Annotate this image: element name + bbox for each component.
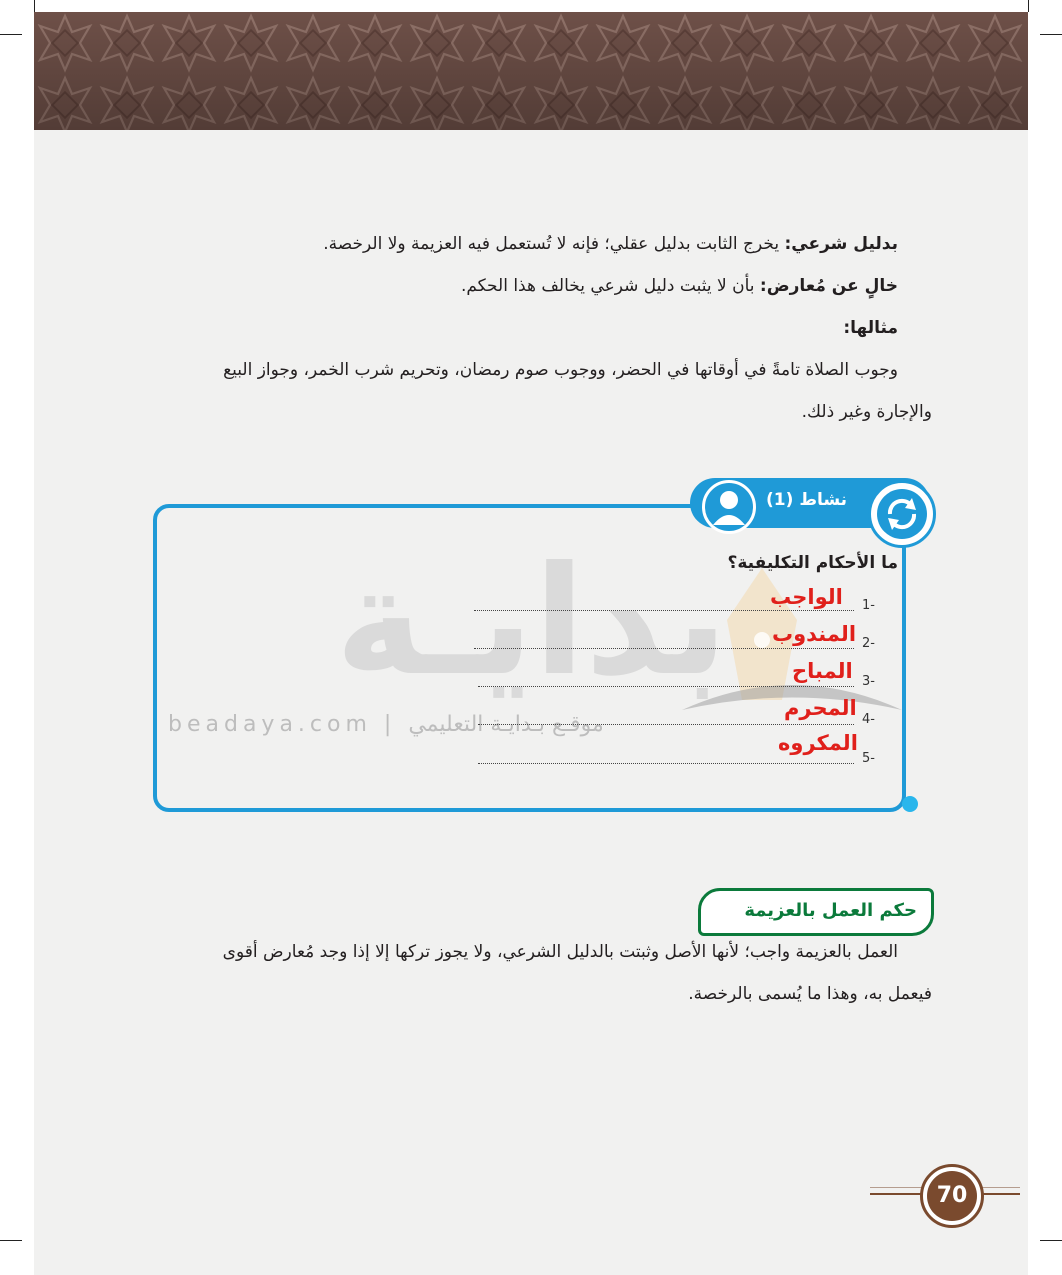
answer-line[interactable]: [478, 763, 854, 764]
answer-line[interactable]: [478, 686, 854, 687]
answer-number: 4-: [862, 712, 875, 727]
definition-term: خالٍ عن مُعارض:: [759, 276, 898, 296]
page-number-badge: [920, 1164, 984, 1228]
examples-line-2: والإجارة وغير ذلك.: [801, 402, 932, 422]
activity-frame: [153, 504, 906, 812]
answer-text: المباح: [792, 659, 853, 683]
crop-mark: [0, 1240, 22, 1241]
answer-text: الواجب: [770, 585, 843, 609]
islamic-pattern-icon: [34, 12, 1028, 130]
section-line-1: العمل بالعزيمة واجب؛ لأنها الأصل وثبتت بالدليل الشرعي، ولا يجوز تركها إلا إذا وجد مُعارض أقوى: [222, 942, 898, 962]
examples-heading: مثالها:: [843, 318, 898, 338]
definition-text: يخرج الثابت بدليل عقلي؛ فإنه لا تُستعمل فيه العزيمة ولا الرخصة.: [323, 234, 780, 254]
definition-line: [323, 234, 898, 254]
crop-mark: [34, 0, 35, 12]
answer-number: 5-: [862, 751, 875, 766]
answer-line[interactable]: [474, 648, 854, 649]
watermark-tagline: موقـع بـدايـة التعليمي: [408, 712, 604, 737]
refresh-icon: [868, 480, 936, 548]
crop-mark: [1040, 34, 1062, 35]
watermark-logo-word: بدايـة: [335, 535, 728, 709]
answer-number: 1-: [862, 598, 875, 613]
student-avatar-icon: [702, 480, 756, 534]
definition-line: [461, 276, 898, 296]
frame-end-dot: [902, 796, 918, 812]
crop-mark: [1040, 1240, 1062, 1241]
answer-line[interactable]: [478, 724, 854, 725]
answer-text: المندوب: [772, 622, 857, 646]
page-number: 70: [927, 1171, 977, 1221]
section-line-2: فيعمل به، وهذا ما يُسمى بالرخصة.: [688, 984, 932, 1004]
definition-term: بدليل شرعي:: [784, 234, 898, 254]
watermark-separator: |: [383, 712, 397, 737]
activity-question: ما الأحكام التكليفية؟: [727, 553, 898, 573]
answer-number: 2-: [862, 636, 875, 651]
answer-line[interactable]: [474, 610, 854, 611]
section-title: حكم العمل بالعزيمة: [744, 900, 917, 921]
crop-mark: [0, 34, 22, 35]
header-pattern-band: [34, 12, 1028, 130]
answer-text: المحرم: [784, 696, 857, 720]
activity-title: نشاط (1): [766, 490, 848, 510]
answer-number: 3-: [862, 674, 875, 689]
examples-line-1: وجوب الصلاة تامةً في أوقاتها في الحضر، ووجوب صوم رمضان، وتحريم شرب الخمر، وجواز البيع: [223, 360, 898, 380]
section-heading-box: [698, 888, 934, 936]
watermark-site: beadaya.com: [168, 712, 372, 737]
answer-text: المكروه: [778, 731, 858, 755]
definition-text: بأن لا يثبت دليل شرعي يخالف هذا الحكم.: [460, 276, 755, 296]
crop-mark: [1028, 0, 1029, 12]
